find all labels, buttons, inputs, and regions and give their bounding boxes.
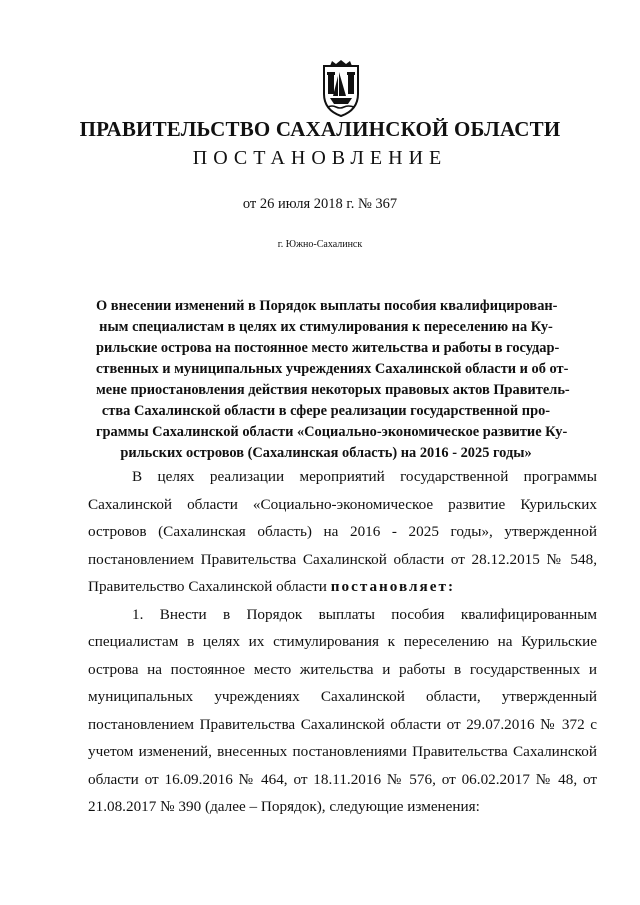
coat-of-arms-icon (318, 60, 364, 118)
paragraph-line: островов (Сахалинская область) на 2016 - 2025 годы», утвержденной (88, 523, 597, 540)
paragraph-line: Сахалинской области «Социально-экономическое развитие Курильских (88, 495, 597, 513)
paragraph-line (88, 573, 597, 601)
heading-line: граммы Сахалинской области «Социально-экономическое развитие Ку- (96, 424, 568, 440)
document-date-number: от 26 июля 2018 г. № 367 (242, 196, 398, 212)
heading-line: ственных и муниципальных учреждениях Сахалинской области и об от- (96, 361, 569, 377)
paragraph-line: специалистам в целях их стимулирования к переселению на Курильские (88, 633, 597, 650)
paragraph-line: постановлением Правительства Сахалинской области от 29.07.2016 № 372 с (88, 715, 597, 733)
paragraph-line: 1. Внести в Порядок выплаты пособия квалифицированным (132, 605, 597, 623)
heading-line: ства Сахалинской области в сфере реализации государственной про- (101, 403, 551, 419)
resolution-keyword: постановляет: (330, 578, 456, 595)
paragraph-line: острова на постоянное место жительства и работы в государственных и (88, 660, 597, 678)
paragraph-line: муниципальных учреждениях Сахалинской области, утвержденный (88, 688, 597, 705)
document-type: ПОСТАНОВЛЕНИЕ (192, 147, 448, 169)
paragraph-line: учетом изменений, внесенных постановлениями Правительства Сахалинской (88, 743, 597, 760)
heading-line: рильские острова на постоянное место жительства и работы в государ- (96, 340, 560, 356)
heading-line: мене приостановления действия некоторых правовых актов Правитель- (96, 382, 570, 398)
heading-line: рильских островов (Сахалинская область) на 2016 - 2025 годы» (120, 445, 532, 461)
paragraph-line: постановлением Правительства Сахалинской области от 28.12.2015 № 548, (88, 550, 597, 568)
paragraph-line: В целях реализации мероприятий государственной программы (132, 468, 597, 485)
document-city: г. Южно-Сахалинск (277, 239, 363, 250)
document-body (88, 463, 597, 821)
resolution-prefix: Правительство Сахалинской области (88, 578, 331, 595)
org-title: ПРАВИТЕЛЬСТВО САХАЛИНСКОЙ ОБЛАСТИ (79, 117, 561, 141)
paragraph-line: 21.08.2017 № 390 (далее – Порядок), следующие изменения: (88, 798, 480, 815)
document-heading (96, 296, 570, 464)
paragraph-line: области от 16.09.2016 № 464, от 18.11.2016 № 576, от 06.02.2017 № 48, от (88, 770, 597, 788)
heading-line: ным специалистам в целях их стимулирования к переселению на Ку- (99, 319, 553, 335)
heading-line: О внесении изменений в Порядок выплаты пособия квалифицирован- (96, 298, 558, 314)
